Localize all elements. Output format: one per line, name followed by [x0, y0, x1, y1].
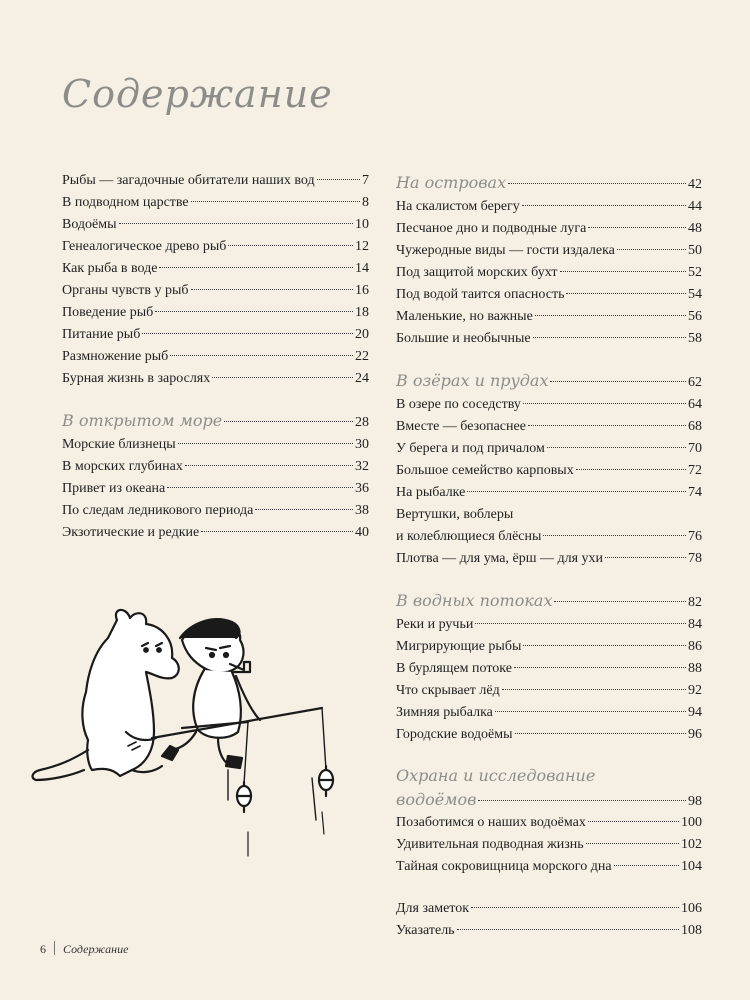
- toc-entry-label: Тайная сокровищница морского дна: [396, 859, 612, 874]
- toc-page-number: 24: [355, 371, 369, 386]
- toc-entry[interactable]: [396, 636, 702, 658]
- toc-entry-label: и колеблющиеся блёсны: [396, 529, 542, 544]
- toc-entry[interactable]: [396, 920, 702, 942]
- toc-entry-label: Как рыба в воде: [62, 261, 158, 276]
- toc-page-number: 102: [681, 837, 702, 852]
- toc-entry[interactable]: [62, 214, 369, 236]
- toc-section-label: В водных потоках: [396, 591, 553, 610]
- toc-entry-label: Песчаное дно и подводные луга: [396, 221, 587, 236]
- toc-section-protection-line1[interactable]: Охрана и исследование: [396, 766, 596, 785]
- toc-page-number: 78: [688, 551, 702, 566]
- toc-entry[interactable]: [62, 280, 369, 302]
- toc-leader: [535, 315, 686, 316]
- toc-leader: [523, 645, 686, 646]
- toc-entry[interactable]: [396, 328, 702, 350]
- toc-entry-label: На рыбалке: [396, 485, 466, 500]
- toc-entry-line1[interactable]: Вертушки, воблеры: [396, 507, 514, 522]
- toc-right-column: [396, 170, 702, 942]
- toc-entry-label: Размножение рыб: [62, 349, 169, 364]
- toc-entry-label: Под водой таится опасность: [396, 287, 565, 302]
- toc-entry[interactable]: [396, 218, 702, 240]
- toc-entry[interactable]: [396, 834, 702, 856]
- toc-entry-label: Генеалогическое древо рыб: [62, 239, 227, 254]
- toc-entry[interactable]: [396, 724, 702, 746]
- toc-leader: [467, 491, 686, 492]
- toc-section-label: В озёрах и прудах: [396, 371, 549, 390]
- toc-page-number: 12: [355, 239, 369, 254]
- toc-page-number: 64: [688, 397, 702, 412]
- toc-page-number: 22: [355, 349, 369, 364]
- toc-page-number: 106: [681, 901, 702, 916]
- toc-entry[interactable]: [396, 306, 702, 328]
- toc-leader: [212, 377, 353, 378]
- toc-group-islands: [396, 196, 702, 350]
- toc-leader: [547, 447, 686, 448]
- toc-section-lakes[interactable]: [396, 368, 702, 394]
- toc-page-number: 38: [355, 503, 369, 518]
- toc-group-open-sea: [62, 434, 369, 544]
- toc-page-number: 74: [688, 485, 702, 500]
- toc-entry[interactable]: [396, 284, 702, 306]
- toc-leader: [191, 289, 353, 290]
- toc-page-number: 70: [688, 441, 702, 456]
- toc-page-number: 32: [355, 459, 369, 474]
- toc-entry-label: В подводном царстве: [62, 195, 189, 210]
- toc-group-intro: [62, 170, 369, 390]
- toc-section-open-sea[interactable]: [62, 408, 369, 434]
- spacer: [396, 878, 702, 898]
- toc-entry[interactable]: [396, 658, 702, 680]
- toc-entry[interactable]: [62, 368, 369, 390]
- toc-entry-label: Вместе — безопаснее: [396, 419, 526, 434]
- toc-group-streams: [396, 614, 702, 746]
- toc-leader: [554, 601, 686, 602]
- toc-leader: [543, 535, 686, 536]
- toc-leader: [224, 421, 353, 422]
- toc-entry[interactable]: [62, 478, 369, 500]
- toc-leader: [523, 403, 686, 404]
- toc-page-number: 86: [688, 639, 702, 654]
- page-footer: [40, 941, 128, 957]
- toc-page-number: 16: [355, 283, 369, 298]
- toc-page-number: 10: [355, 217, 369, 232]
- toc-leader: [159, 267, 353, 268]
- toc-leader: [528, 425, 686, 426]
- toc-entry-lures[interactable]: [396, 526, 702, 548]
- toc-section-label: В открытом море: [62, 411, 223, 430]
- toc-entry-label: В бурлящем потоке: [396, 661, 512, 676]
- toc-leader: [588, 227, 686, 228]
- toc-page-number: 72: [688, 463, 702, 478]
- toc-entry[interactable]: [62, 170, 369, 192]
- toc-leader: [201, 531, 353, 532]
- toc-entry-label: Питание рыб: [62, 327, 141, 342]
- toc-page-number: 108: [681, 923, 702, 938]
- toc-page-number: 42: [688, 177, 702, 192]
- toc-leader: [617, 249, 686, 250]
- toc-leader: [550, 381, 686, 382]
- toc-leader: [522, 205, 686, 206]
- toc-entry-label: По следам ледникового периода: [62, 503, 254, 518]
- toc-page-number: 54: [688, 287, 702, 302]
- toc-entry[interactable]: [396, 702, 702, 724]
- toc-page-number: 76: [688, 529, 702, 544]
- toc-leader: [178, 443, 353, 444]
- toc-entry-label: Под защитой морских бухт: [396, 265, 558, 280]
- toc-entry-label: Городские водоёмы: [396, 727, 513, 742]
- toc-leader: [576, 469, 686, 470]
- toc-entry-label: Плотва — для ума, ёрш — для ухи: [396, 551, 604, 566]
- toc-page-number: 36: [355, 481, 369, 496]
- toc-entry-label: Экзотические и редкие: [62, 525, 200, 540]
- toc-leader: [170, 355, 353, 356]
- toc-page-number: 58: [688, 331, 702, 346]
- toc-leader: [191, 201, 360, 202]
- toc-entry[interactable]: [62, 302, 369, 324]
- toc-entry-label: Большое семейство карповых: [396, 463, 574, 478]
- toc-leader: [514, 667, 686, 668]
- toc-entry-label: Позаботимся о наших водоёмах: [396, 815, 586, 830]
- toc-entry-label: Что скрывает лёд: [396, 683, 500, 698]
- toc-entry-label: Поведение рыб: [62, 305, 154, 320]
- toc-leader: [515, 733, 686, 734]
- toc-page-number: 98: [688, 794, 702, 809]
- toc-entry[interactable]: [62, 500, 369, 522]
- page-title: Содержание: [62, 72, 333, 116]
- toc-page-number: 100: [681, 815, 702, 830]
- toc-entry[interactable]: [396, 416, 702, 438]
- toc-leader: [228, 245, 353, 246]
- toc-leader: [255, 509, 353, 510]
- toc-entry[interactable]: [396, 614, 702, 636]
- toc-leader: [155, 311, 353, 312]
- toc-entry[interactable]: [62, 434, 369, 456]
- toc-leader: [185, 465, 353, 466]
- toc-entry-label: Зимняя рыбалка: [396, 705, 493, 720]
- toc-entry-label: Привет из океана: [62, 481, 166, 496]
- toc-section-label: водоёмов: [396, 790, 477, 809]
- toc-entry-label: Водоёмы: [62, 217, 117, 232]
- toc-entry-label: В морских глубинах: [62, 459, 183, 474]
- toc-page-number: 48: [688, 221, 702, 236]
- toc-page-number: 82: [688, 595, 702, 610]
- toc-entry-label: Маленькие, но важные: [396, 309, 533, 324]
- toc-page-number: 52: [688, 265, 702, 280]
- toc-entry[interactable]: [62, 236, 369, 258]
- toc-entry[interactable]: [62, 258, 369, 280]
- toc-leader: [142, 333, 353, 334]
- toc-leader: [495, 711, 686, 712]
- toc-entry-label: Рыбы — загадочные обитатели наших вод: [62, 173, 315, 188]
- toc-entry[interactable]: [396, 482, 702, 504]
- toc-page-number: 44: [688, 199, 702, 214]
- toc-page-number: 88: [688, 661, 702, 676]
- toc-page-number: 50: [688, 243, 702, 258]
- toc-group-appendix: [396, 898, 702, 942]
- toc-entry[interactable]: [396, 812, 702, 834]
- toc-left-column: [62, 170, 369, 544]
- toc-leader: [317, 179, 360, 180]
- toc-section-protection[interactable]: [396, 788, 702, 812]
- toc-page-number: 92: [688, 683, 702, 698]
- toc-page-number: 62: [688, 375, 702, 390]
- toc-entry[interactable]: [62, 346, 369, 368]
- toc-section-label: На островах: [396, 173, 507, 192]
- footer-section-title: Содержание: [63, 942, 129, 956]
- toc-entry-label: Большие и необычные: [396, 331, 531, 346]
- toc-entry-label: Бурная жизнь в зарослях: [62, 371, 211, 386]
- toc-entry-label: В озере по соседству: [396, 397, 521, 412]
- toc-entry[interactable]: [396, 856, 702, 878]
- toc-page-number: 40: [355, 525, 369, 540]
- toc-leader: [167, 487, 353, 488]
- toc-page-number: 28: [355, 415, 369, 430]
- toc-section-streams[interactable]: [396, 588, 702, 614]
- toc-page-number: 68: [688, 419, 702, 434]
- toc-entry-label: На скалистом берегу: [396, 199, 520, 214]
- toc-leader: [560, 271, 687, 272]
- toc-page-number: 8: [362, 195, 369, 210]
- toc-entry-label: Чужеродные виды — гости издалека: [396, 243, 615, 258]
- toc-entry[interactable]: [396, 898, 702, 920]
- toc-leader: [457, 929, 679, 930]
- toc-group-lakes: [396, 394, 702, 504]
- toc-entry[interactable]: [396, 680, 702, 702]
- toc-section-islands[interactable]: [396, 170, 702, 196]
- toc-entry[interactable]: [62, 192, 369, 214]
- toc-entry[interactable]: [396, 438, 702, 460]
- toc-entry-label: Для заметок: [396, 901, 470, 916]
- toc-page-number: 14: [355, 261, 369, 276]
- toc-page-number: 56: [688, 309, 702, 324]
- toc-entry[interactable]: [396, 460, 702, 482]
- toc-leader: [478, 800, 686, 801]
- toc-entry[interactable]: [62, 522, 369, 544]
- toc-entry-label: Указатель: [396, 923, 455, 938]
- toc-leader: [502, 689, 686, 690]
- toc-entry[interactable]: [62, 456, 369, 478]
- toc-page-number: 20: [355, 327, 369, 342]
- toc-entry-label: Удивительная подводная жизнь: [396, 837, 584, 852]
- toc-leader: [508, 183, 686, 184]
- toc-leader: [471, 907, 679, 908]
- toc-entry[interactable]: [62, 324, 369, 346]
- toc-entry[interactable]: [396, 394, 702, 416]
- toc-page-number: 30: [355, 437, 369, 452]
- toc-leader: [586, 843, 679, 844]
- toc-entry[interactable]: [396, 262, 702, 284]
- moomin-fishing-illustration: [22, 600, 362, 870]
- footer-separator: [54, 941, 55, 955]
- toc-leader: [614, 865, 679, 866]
- toc-leader: [475, 623, 686, 624]
- toc-page-number: 7: [362, 173, 369, 188]
- toc-entry-label: Морские близнецы: [62, 437, 176, 452]
- toc-page-number: 18: [355, 305, 369, 320]
- toc-page-number: 96: [688, 727, 702, 742]
- toc-page-number: 84: [688, 617, 702, 632]
- toc-leader: [119, 223, 353, 224]
- toc-page-number: 104: [681, 859, 702, 874]
- footer-page-number: 6: [40, 942, 46, 956]
- toc-entry[interactable]: [396, 196, 702, 218]
- toc-page-number: 94: [688, 705, 702, 720]
- toc-leader: [588, 821, 679, 822]
- toc-entry-label: Мигрирующие рыбы: [396, 639, 522, 654]
- toc-entry-label: У берега и под причалом: [396, 441, 545, 456]
- toc-leader: [605, 557, 686, 558]
- toc-entry[interactable]: [396, 240, 702, 262]
- toc-entry-label: Органы чувств у рыб: [62, 283, 189, 298]
- toc-entry-label: Реки и ручьи: [396, 617, 474, 632]
- toc-entry-roach[interactable]: [396, 548, 702, 570]
- toc-group-protection: [396, 812, 702, 878]
- toc-leader: [566, 293, 686, 294]
- toc-leader: [533, 337, 686, 338]
